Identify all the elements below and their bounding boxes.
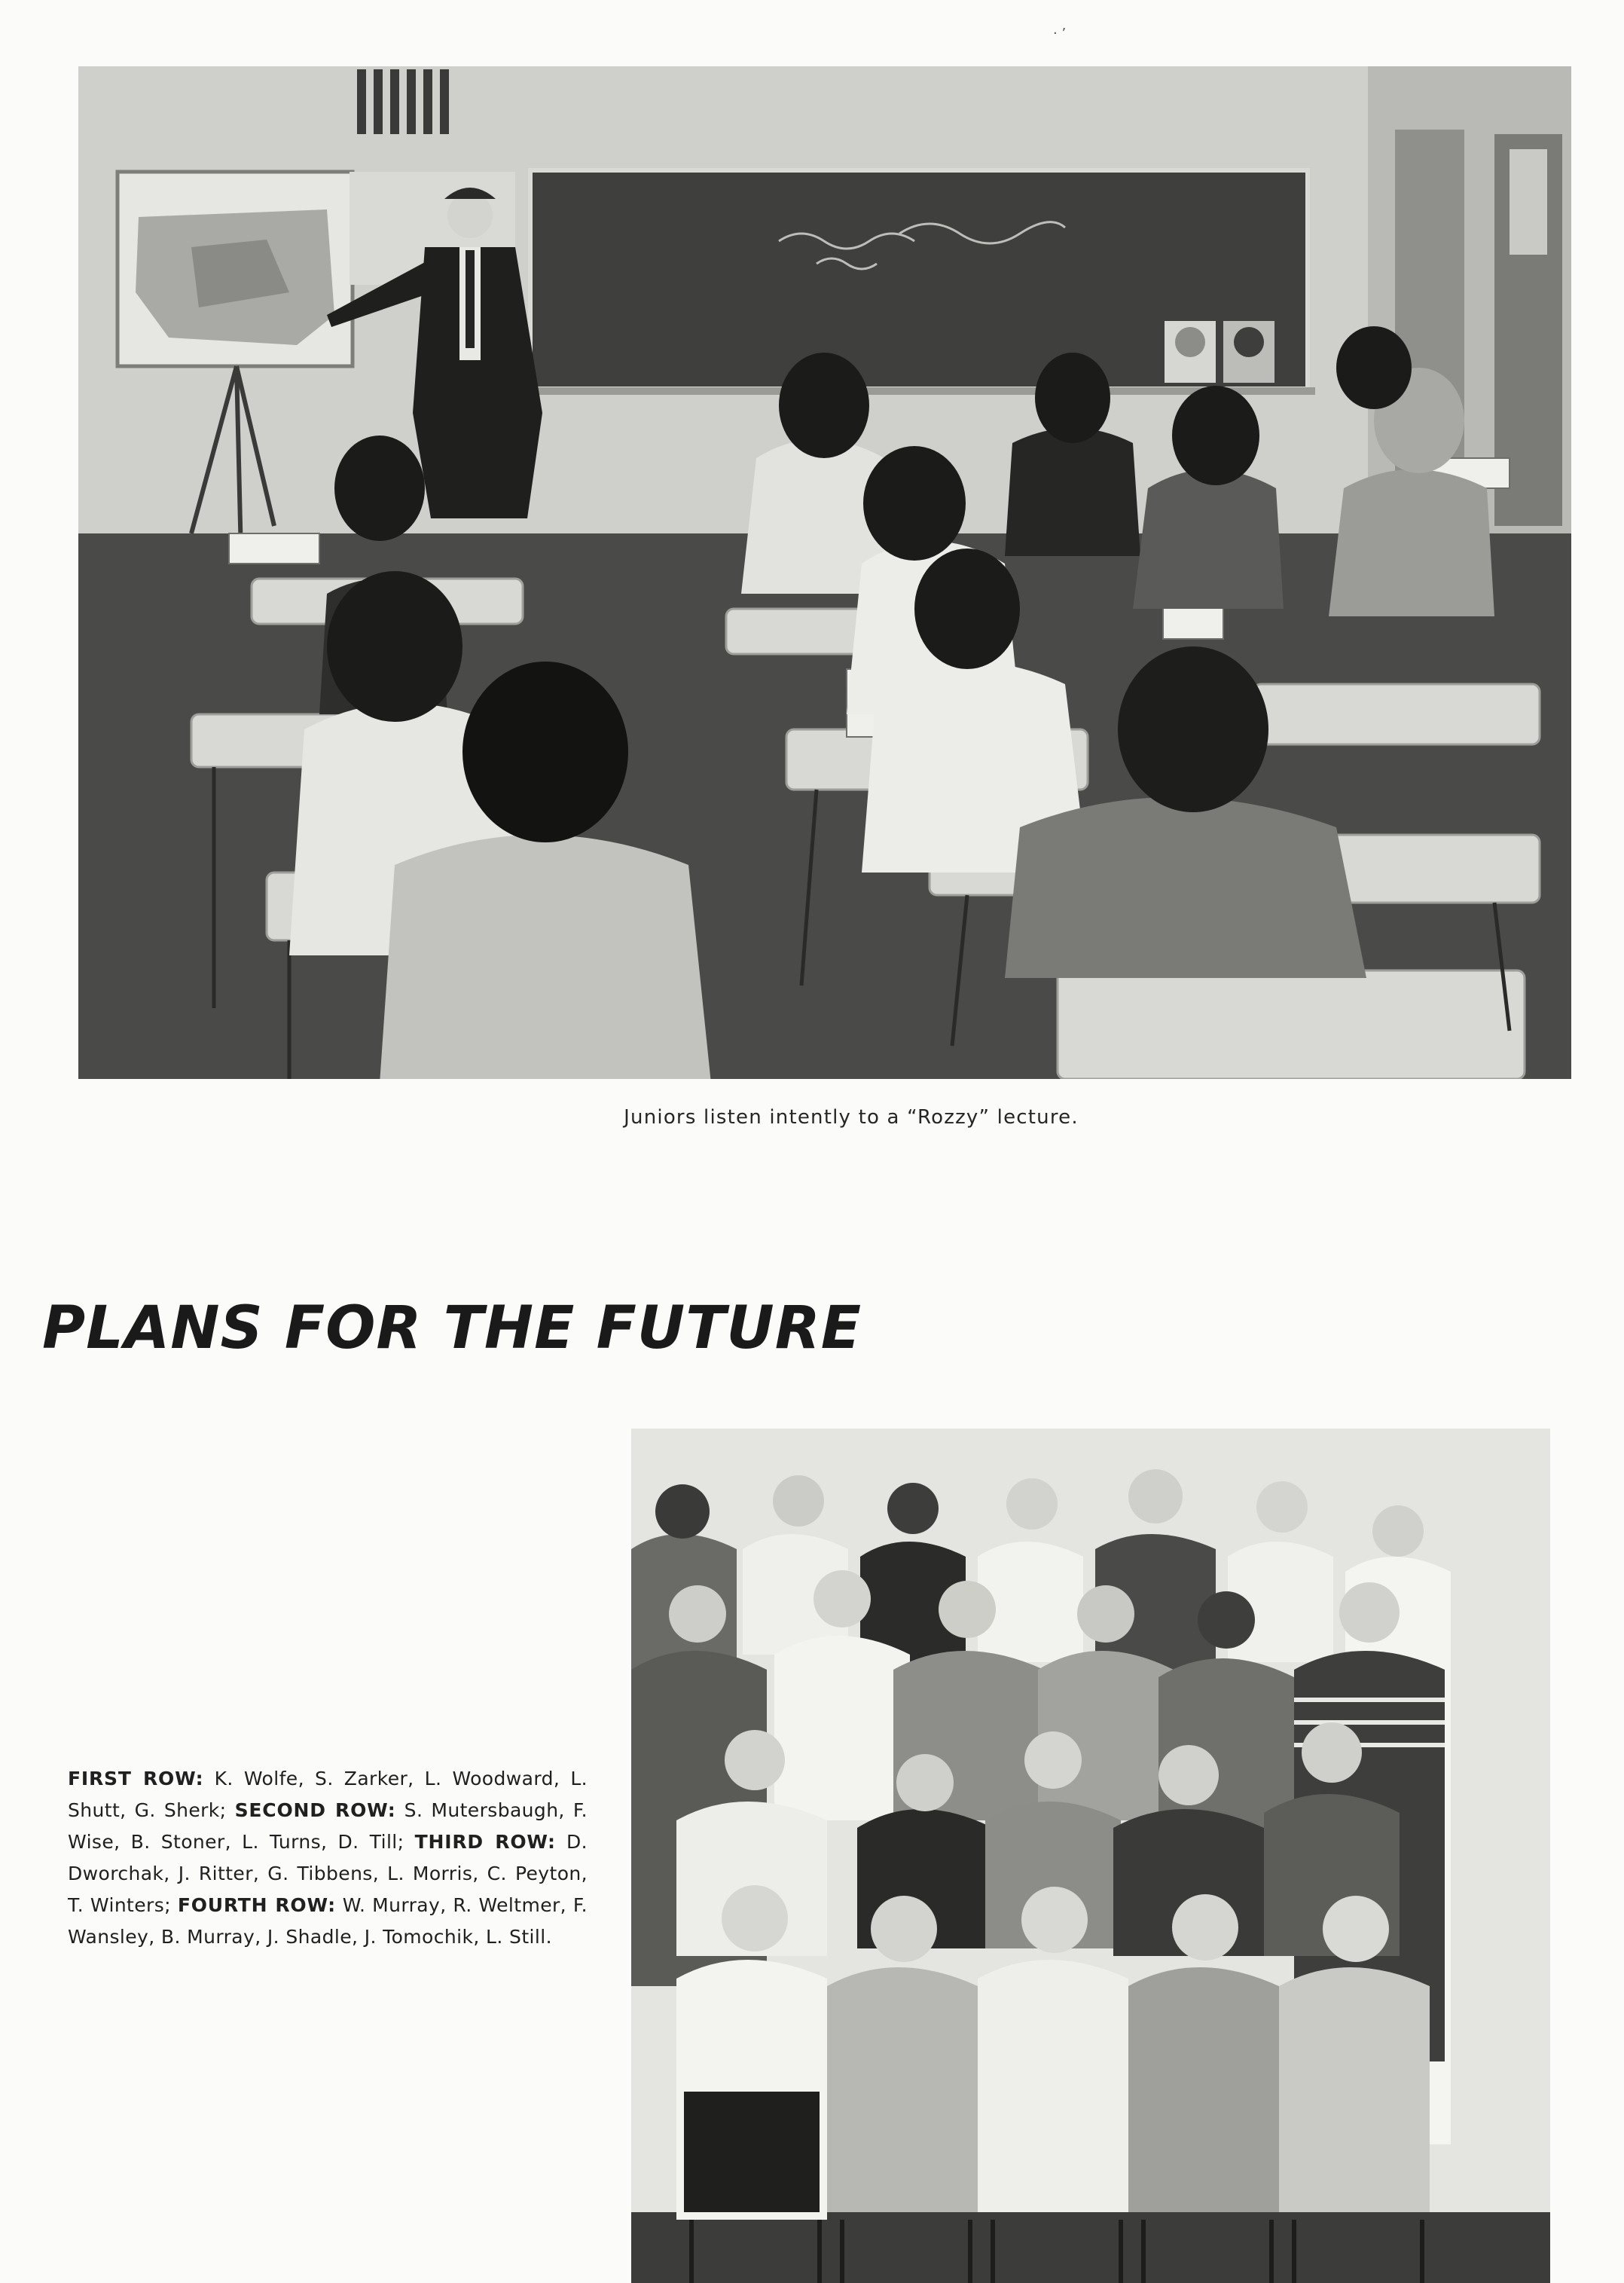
first-row-label: FIRST ROW:	[68, 1768, 204, 1789]
second-row-label: SECOND ROW:	[234, 1799, 396, 1821]
fourth-row-names: W. Murray, R. Weltmer, F. Wansley, B. Murray, J. Shadle, J. Tomochik, L. Still.	[68, 1894, 588, 1948]
third-row-names: D. Dworchak, J. Ritter, G. Tibbens, L. Morris, C. Peyton, T. Winters;	[68, 1831, 588, 1916]
group-photo-identification	[68, 1763, 588, 1953]
first-row-names: K. Wolfe, S. Zarker, L. Woodward, L. Shutt, G. Sherk;	[68, 1768, 588, 1821]
classroom-photo-image	[78, 66, 1571, 1079]
second-row-names: S. Mutersbaugh, F. Wise, B. Stoner, L. Turns, D. Till;	[68, 1799, 588, 1853]
classroom-photo	[78, 66, 1571, 1079]
page-title: PLANS FOR THE FUTURE	[42, 1294, 862, 1362]
classroom-photo-caption: Juniors listen intently to a “Rozzy” lecture.	[624, 1106, 1079, 1129]
page-corner-mark: · ’	[1053, 26, 1067, 41]
fourth-row-label: FOURTH ROW:	[177, 1894, 336, 1916]
group-photo	[631, 1429, 1550, 2283]
group-photo-image	[631, 1429, 1550, 2283]
third-row-label: THIRD ROW:	[414, 1831, 556, 1853]
